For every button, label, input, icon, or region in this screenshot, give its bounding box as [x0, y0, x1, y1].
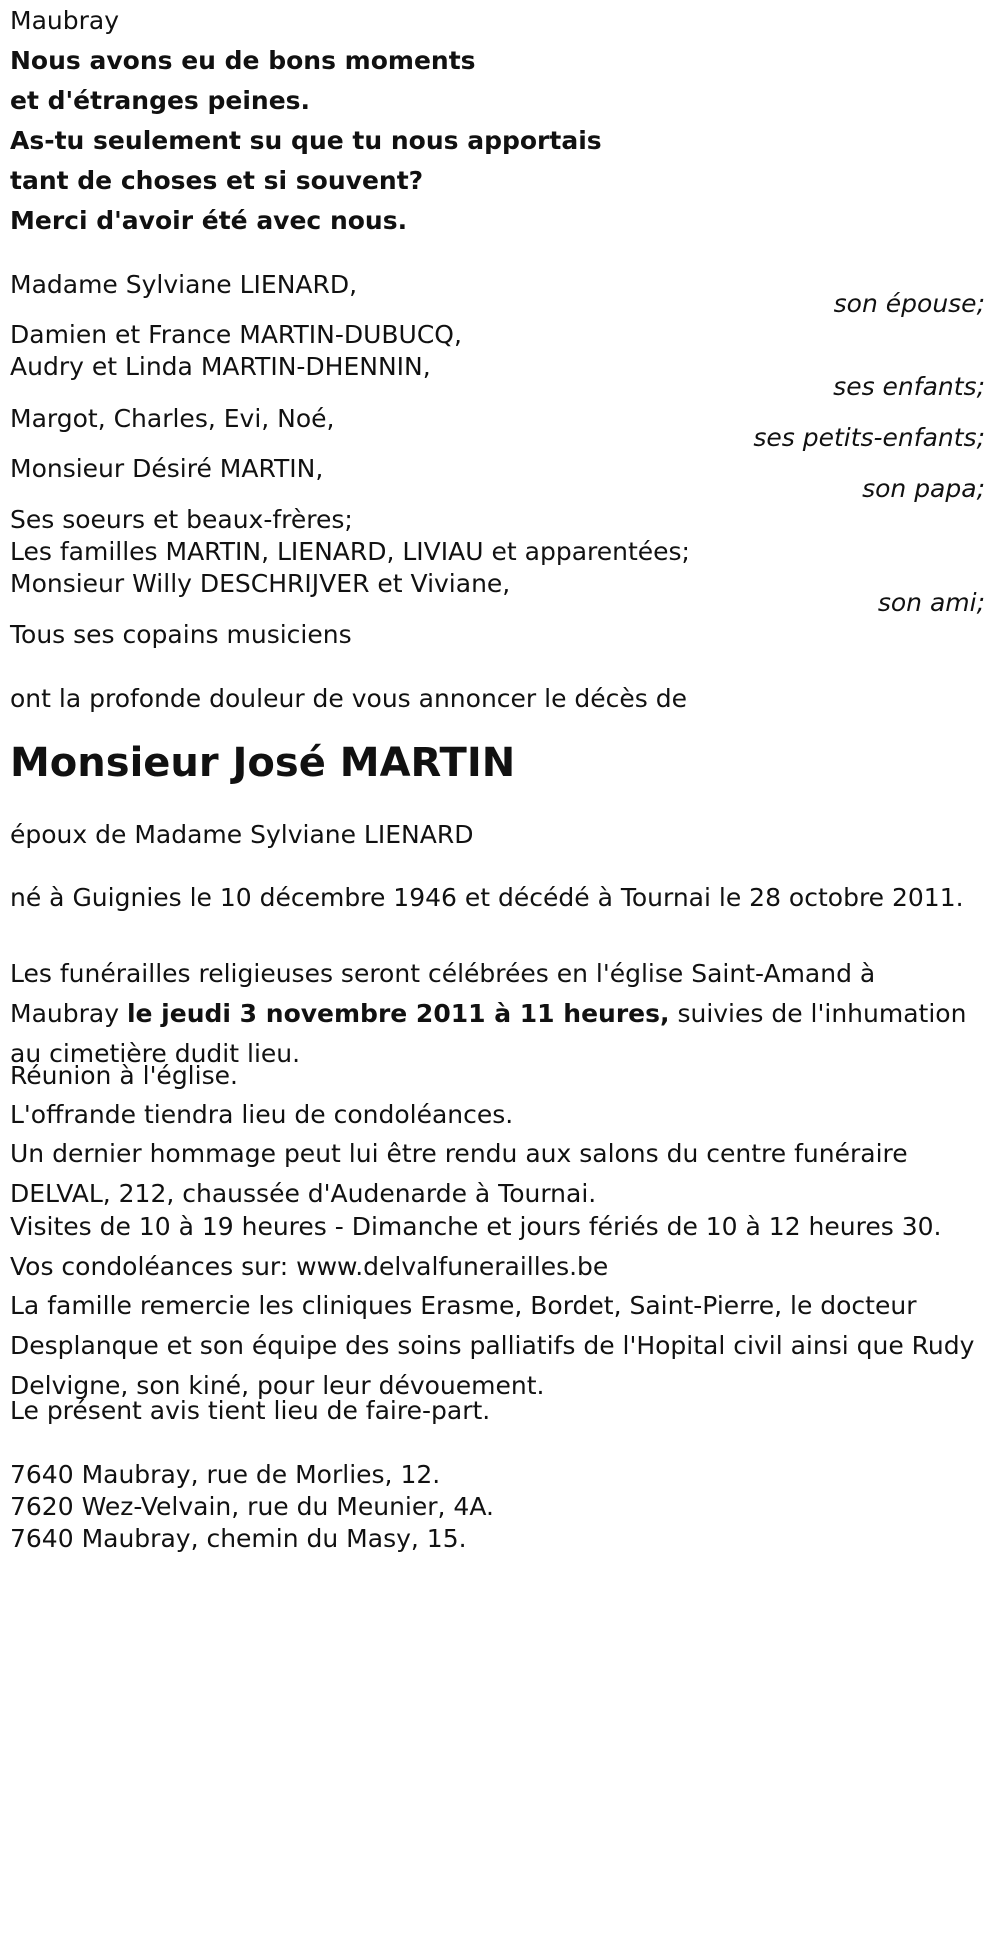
child-name: Audry et Linda MARTIN-DHENNIN,	[10, 352, 431, 381]
poem-line: Nous avons eu de bons moments	[10, 46, 476, 75]
visits: Visites de 10 à 19 heures - Dimanche et jours fériés de 10 à 12 heures 30.	[10, 1212, 942, 1241]
thanks: La famille remercie les cliniques Erasme, Bordet, Saint-Pierre, le docteur Desplanque et son équipe des soins palliatifs de l'Hopital civil ainsi que Rudy Delvigne, son kiné, pour leur dévouement.	[10, 1291, 975, 1400]
children-role: ses enfants;	[833, 372, 985, 401]
musicians-line: Tous ses copains musiciens	[10, 620, 352, 649]
address: 7640 Maubray, rue de Morlies, 12.	[10, 1460, 441, 1489]
grandchildren-names: Margot, Charles, Evi, Noé,	[10, 404, 335, 433]
funeral-text: suivies de l'inhumation au cimetière dudit lieu.	[10, 999, 967, 1068]
father-role: son papa;	[862, 474, 985, 503]
address: 7620 Wez-Velvain, rue du Meunier, 4A.	[10, 1492, 494, 1521]
poem-line: tant de choses et si souvent?	[10, 166, 424, 195]
relatives-line: Les familles MARTIN, LIENARD, LIVIAU et apparentées;	[10, 537, 690, 566]
child-name: Damien et France MARTIN-DUBUCQ,	[10, 320, 462, 349]
deceased-name: Monsieur José MARTIN	[10, 740, 516, 786]
poem-line: et d'étranges peines.	[10, 86, 311, 115]
meeting: Réunion à l'église.	[10, 1061, 238, 1090]
relatives-line: Ses soeurs et beaux-frères;	[10, 505, 353, 534]
announcement: ont la profonde douleur de vous annoncer le décès de	[10, 684, 688, 713]
location: Maubray	[10, 6, 119, 35]
poem-line: Merci d'avoir été avec nous.	[10, 206, 408, 235]
father-name: Monsieur Désiré MARTIN,	[10, 454, 324, 483]
condolences: Vos condoléances sur: www.delvalfunerailles.be	[10, 1252, 609, 1281]
notice: Le présent avis tient lieu de faire-part.	[10, 1396, 491, 1425]
birth-death: né à Guignies le 10 décembre 1946 et décédé à Tournai le 28 octobre 2011.	[10, 883, 964, 912]
friend-role: son ami;	[877, 588, 985, 617]
funeral-text: Les funérailles religieuses seront célébrées en l'église Saint-Amand à Maubray	[10, 959, 876, 1028]
poem-line: As-tu seulement su que tu nous apportais	[10, 126, 602, 155]
address: 7640 Maubray, chemin du Masy, 15.	[10, 1524, 467, 1553]
spouse-role: son épouse;	[833, 289, 985, 318]
funeral-date: le jeudi 3 novembre 2011 à 11 heures,	[126, 999, 670, 1028]
spouse-line: époux de Madame Sylviane LIENARD	[10, 820, 474, 849]
grandchildren-role: ses petits-enfants;	[753, 423, 985, 452]
spouse-name: Madame Sylviane LIENARD,	[10, 270, 358, 299]
homage: Un dernier hommage peut lui être rendu aux salons du centre funéraire DELVAL, 212, chaussée d'Audenarde à Tournai.	[10, 1139, 908, 1208]
friend-name: Monsieur Willy DESCHRIJVER et Viviane,	[10, 569, 511, 598]
funeral-paragraph	[10, 954, 985, 1074]
offering: L'offrande tiendra lieu de condoléances.	[10, 1100, 514, 1129]
